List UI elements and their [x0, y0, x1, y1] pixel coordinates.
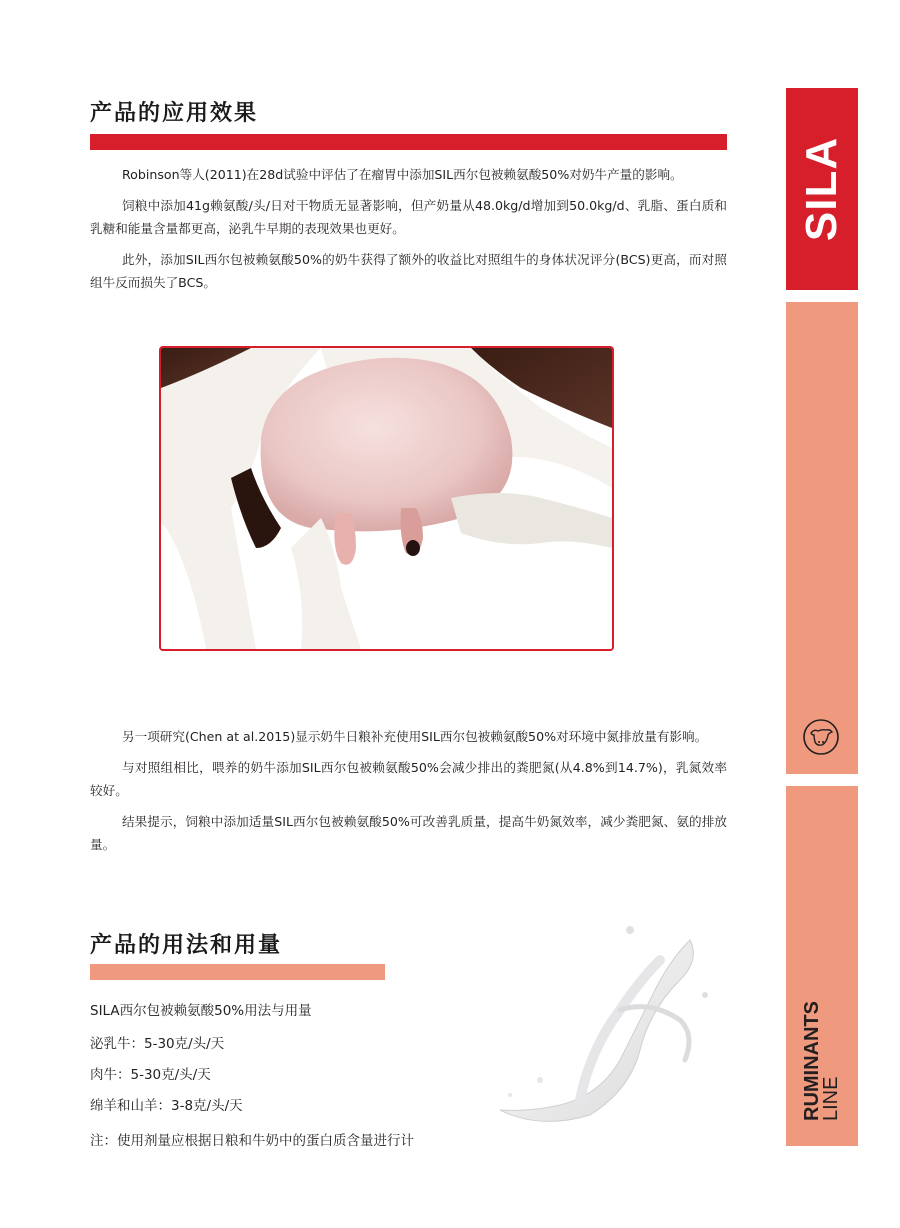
brand-label: SILA [797, 136, 846, 242]
paragraph: 饲粮中添加41g赖氨酸/头/日对干物质无显著影响，但产奶量从48.0kg/d增加到50.0kg/d、乳脂、蛋白质和乳糖和能量含量都更高，泌乳牛早期的表现效果也更好。 [90, 198, 727, 236]
title-underline-bar [90, 134, 727, 150]
section-title-application: 产品的应用效果 [90, 101, 259, 126]
ruminants-line-tab [786, 786, 858, 1146]
paragraph: Robinson等人(2011)在28d试验中评估了在瘤胃中添加SIL西尔包被赖氨酸50%对奶牛产量的影响。 [122, 167, 683, 182]
paragraph: 另一项研究(Chen at al.2015)显示奶牛日粮补充使用SIL西尔包被赖氨酸50%对环境中氮排放量有影响。 [122, 729, 708, 744]
emission-text-block [90, 725, 727, 864]
line-name-light: LINE [820, 1076, 842, 1121]
paragraph: 结果提示，饲粮中添加适量SIL西尔包被赖氨酸50%可改善乳质量，提高牛奶氮效率，减少粪肥氮、氨的排放量。 [90, 814, 727, 852]
usage-note: 注：使用剂量应根据日粮和牛奶中的蛋白质含量进行计 [90, 1133, 414, 1149]
paragraph: 此外，添加SIL西尔包被赖氨酸50%的奶牛获得了额外的收益比对照组牛的身体状况评分(BCS)更高，而对照组牛反而损失了BCS。 [90, 252, 727, 290]
usage-sheep-goat: 绵羊和山羊：3-8克/头/天 [90, 1098, 243, 1114]
usage-heading: SILA西尔包被赖氨酸50%用法与用量 [90, 1003, 312, 1019]
usage-beef-cattle: 肉牛：5-30克/头/天 [90, 1067, 211, 1083]
cow-icon-tab [786, 302, 858, 774]
line-name-bold: RUMINANTS [801, 1001, 823, 1121]
ruminants-line-label [803, 1001, 841, 1121]
paragraph: 与对照组相比，喂养的奶牛添加SIL西尔包被赖氨酸50%会减少排出的粪肥氮(从4.8%到14.7%)，乳氮效率较好。 [90, 760, 727, 798]
usage-dairy-cow: 泌乳牛：5-30克/头/天 [90, 1036, 225, 1052]
application-text-block [90, 163, 727, 302]
section-title-usage: 产品的用法和用量 [90, 933, 283, 958]
cow-head-icon [802, 718, 840, 756]
ruminants-label-area [786, 976, 858, 1146]
title-underline-bar [90, 964, 385, 980]
sila-brand-tab [786, 88, 858, 290]
milk-splash-image [480, 900, 730, 1140]
cow-udder-photo [159, 346, 614, 651]
